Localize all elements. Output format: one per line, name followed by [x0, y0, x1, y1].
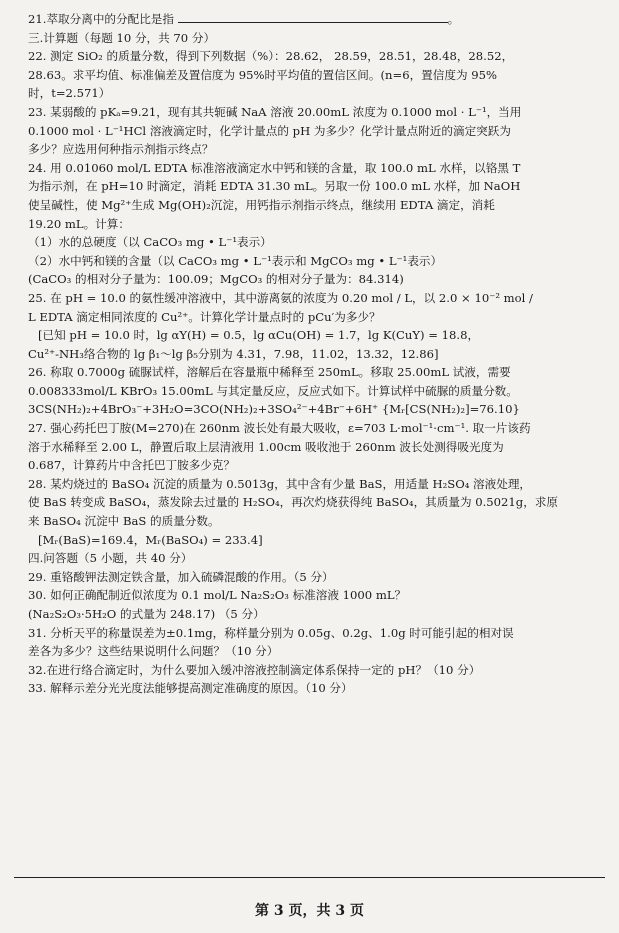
question-24-line-3: 使呈碱性，使 Mg²⁺生成 Mg(OH)₂沉淀，用钙指示剂指示终点，继续用 EDTA 滴定，消耗	[28, 197, 495, 212]
question-24-sub-1: （1）水的总硬度（以 CaCO₃ mg • L⁻¹表示）	[28, 235, 272, 250]
question-24-note: (CaCO₃ 的相对分子量为：100.09；MgCO₃ 的相对分子量为：84.314)	[28, 272, 404, 287]
question-27-line-1: 27. 强心药托巴丁胺(M=270)在 260nm 波长处有最大吸收，ε=703 L·mol⁻¹·cm⁻¹. 取一片该药	[28, 421, 531, 436]
question-33: 33. 解释示差分光光度法能够提高测定准确度的原因。（10 分）	[28, 681, 353, 696]
footer-divider	[14, 877, 605, 878]
question-25-given-1: [已知 pH = 10.0 时，lg αY(H) = 0.5，lg αCu(OH) = 1.7，lg K(CuY) = 18.8，	[38, 328, 480, 343]
question-31-line-1: 31. 分析天平的称量误差为±0.1mg，称样量分别为 0.05g、0.2g、1.0g 时可能引起的相对误	[28, 625, 514, 640]
question-25-line-2: L EDTA 滴定相同浓度的 Cu²⁺。计算化学计量点时的 pCu′为多少？	[28, 309, 381, 324]
question-21: 21.萃取分离中的分配比是指 。	[28, 12, 460, 26]
section-heading-qa: 四.问答题（5 小题，共 40 分）	[28, 551, 193, 566]
answer-blank	[178, 10, 448, 23]
question-26-line-2: 0.008333mol/L KBrO₃ 15.00mL 与其定量反应，反应式如下。计算试样中硫脲的质量分数。	[28, 383, 518, 398]
question-23-line-1: 23. 某弱酸的 pKₐ=9.21，现有其共轭碱 NaA 溶液 20.00mL 浓度为 0.1000 mol · L⁻¹，当用	[28, 104, 522, 119]
page-number: 第 3 页，共 3 页	[255, 903, 364, 919]
section-heading-calc: 三.计算题（每题 10 分，共 70 分）	[28, 30, 216, 45]
question-27-line-3: 0.687，计算药片中含托巴丁胺多少克？	[28, 458, 236, 473]
question-26-line-1: 26. 称取 0.7000g 硫脲试样，溶解后在容量瓶中稀释至 250mL。移取 25.00mL 试液，需要	[28, 365, 511, 380]
question-24-line-1: 24. 用 0.01060 mol/L EDTA 标准溶液滴定水中钙和镁的含量，取 100.0 mL 水样，以铬黑 T	[28, 160, 521, 175]
question-23-line-3: 多少？应选用何种指示剂指示终点？	[28, 142, 214, 157]
question-24-sub-2: （2）水中钙和镁的含量（以 CaCO₃ mg • L⁻¹表示和 MgCO₃ mg • L⁻¹表示）	[28, 253, 443, 268]
question-26-equation: 3CS(NH₂)₂+4BrO₃⁻+3H₂O=3CO(NH₂)₂+3SO₄²⁻+4Br⁻+6H⁺ {Mᵣ[CS(NH₂)₂]=76.10}	[28, 402, 520, 417]
question-28-line-1: 28. 某灼烧过的 BaSO₄ 沉淀的质量为 0.5013g，其中含有少量 BaS，用适量 H₂SO₄ 溶液处理，	[28, 476, 532, 491]
question-32: 32.在进行络合滴定时，为什么要加入缓冲溶液控制滴定体系保持一定的 pH？（10 分）	[28, 662, 481, 677]
question-24-line-4: 19.20 mL。计算：	[28, 216, 130, 231]
question-23-line-2: 0.1000 mol · L⁻¹HCl 溶液滴定时，化学计量点的 pH 为多少？化学计量点附近的滴定突跃为	[28, 123, 511, 138]
question-22-line-1: 22. 测定 SiO₂ 的质量分数，得到下列数据（%）：28.62， 28.59，28.51，28.48，28.52，	[28, 49, 514, 64]
question-30-line-1: 30. 如何正确配制近似浓度为 0.1 mol/L Na₂S₂O₃ 标准溶液 1000 mL？	[28, 588, 407, 603]
question-27-line-2: 溶于水稀释至 2.00 L，静置后取上层清液用 1.00cm 吸收池于 260nm 波长处测得吸光度为	[28, 439, 504, 454]
question-28-given: [Mᵣ(BaS)=169.4，Mᵣ(BaSO₄) = 233.4]	[38, 532, 263, 547]
question-28-line-2: 使 BaS 转变成 BaSO₄，蒸发除去过量的 H₂SO₄，再次灼烧获得纯 BaSO₄，其质量为 0.5021g，求原	[28, 495, 559, 510]
question-31-line-2: 差各为多少？这些结果说明什么问题？（10 分）	[28, 644, 279, 659]
question-22-line-2: 28.63。求平均值、标准偏差及置信度为 95%时平均值的置信区间。(n=6，置信度为 95%	[28, 67, 497, 82]
question-28-line-3: 来 BaSO₄ 沉淀中 BaS 的质量分数。	[28, 514, 220, 529]
question-29: 29. 重铬酸钾法测定铁含量，加入硫磷混酸的作用。（5 分）	[28, 569, 334, 584]
question-25-line-1: 25. 在 pH = 10.0 的氨性缓冲溶液中，其中游离氨的浓度为 0.20 mol / L，以 2.0 × 10⁻² mol /	[28, 290, 533, 305]
question-22-line-3: 时，t=2.571）	[28, 86, 111, 101]
question-24-line-2: 为指示剂，在 pH=10 时滴定，消耗 EDTA 31.30 mL。另取一份 100.0 mL 水样，加 NaOH	[28, 179, 521, 194]
question-30-line-2: (Na₂S₂O₃·5H₂O 的式量为 248.17) （5 分）	[28, 607, 265, 621]
question-25-given-2: Cu²⁺-NH₃络合物的 lg β₁～lg β₅分别为 4.31，7.98，11.02，13.32，12.86]	[28, 346, 439, 361]
